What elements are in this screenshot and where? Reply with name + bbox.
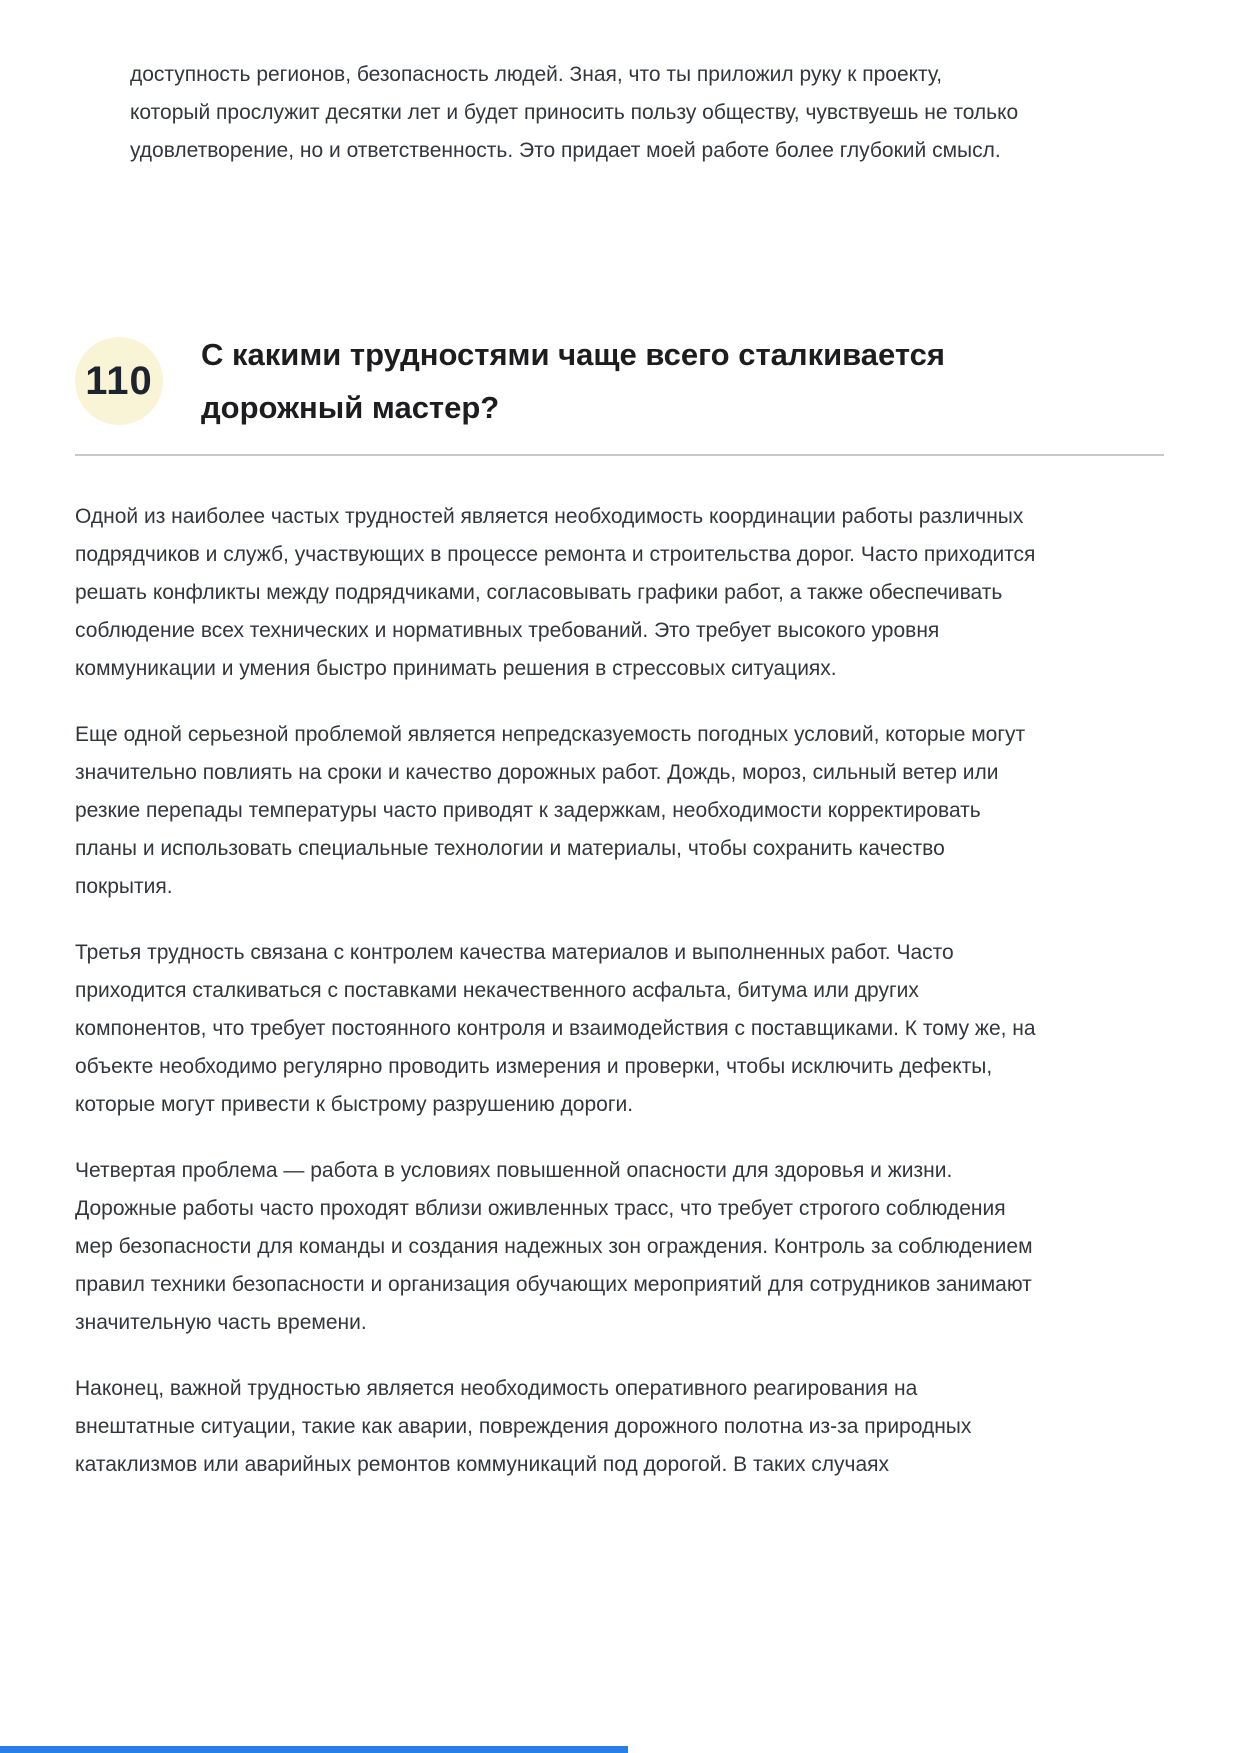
answer-paragraph: Наконец, важной трудностью является необходимость оперативного реагирования на внештатные ситуации, такие как аварии, повреждения дорожного полотна из-за природных катаклизмов или аварийных ремонтов коммуникаций под дорогой. В таких случаях (75, 1377, 972, 1476)
question-number: 110 (85, 358, 153, 403)
bottom-progress-bar (0, 1746, 628, 1753)
answer-paragraph: Еще одной серьезной проблемой является непредсказуемость погодных условий, которые могут значительно повлиять на сроки и качество дорожных работ. Дождь, мороз, сильный ветер или резкие перепады температуры часто приводят к задержкам, необходимости корректировать планы и использовать специальные технологии и материалы, чтобы сохранить качество покрытия. (75, 723, 1026, 898)
question-title: С какими трудностями чаще всего сталкивается дорожный мастер? (201, 337, 945, 425)
answer-paragraph: Четвертая проблема — работа в условиях повышенной опасности для здоровья и жизни. Дорожные работы часто проходят вблизи оживленных трасс, что требует строгого соблюдения мер безопасности для команды и создания надежных зон ограждения. Контроль за соблюдением правил техники безопасности и организация обучающих мероприятий для сотрудников занимают значительную часть времени. (75, 1159, 1033, 1334)
section-divider (75, 454, 1164, 456)
leading-paragraph: доступность регионов, безопасность людей. Зная, что ты приложил руку к проекту, который прослужит десятки лет и будет приносить пользу обществу, чувствуешь не только удовлетворение, но и ответственность. Это придает моей работе более глубокий смысл. (130, 63, 1019, 162)
question-number-badge (75, 337, 163, 425)
answer-paragraph: Одной из наиболее частых трудностей является необходимость координации работы различных подрядчиков и служб, участвующих в процессе ремонта и строительства дорог. Часто приходится решать конфликты между подрядчиками, согласовывать графики работ, а также обеспечивать соблюдение всех технических и нормативных требований. Это требует высокого уровня коммуникации и умения быстро принимать решения в стрессовых ситуациях. (75, 505, 1036, 680)
question-header (75, 328, 1164, 434)
answer-body (75, 498, 1037, 1484)
answer-paragraph: Третья трудность связана с контролем качества материалов и выполненных работ. Часто приходится сталкиваться с поставками некачественного асфальта, битума или других компонентов, что требует постоянного контроля и взаимодействия с поставщиками. К тому же, на объекте необходимо регулярно проводить измерения и проверки, чтобы исключить дефекты, которые могут привести к быстрому разрушению дороги. (75, 941, 1036, 1116)
